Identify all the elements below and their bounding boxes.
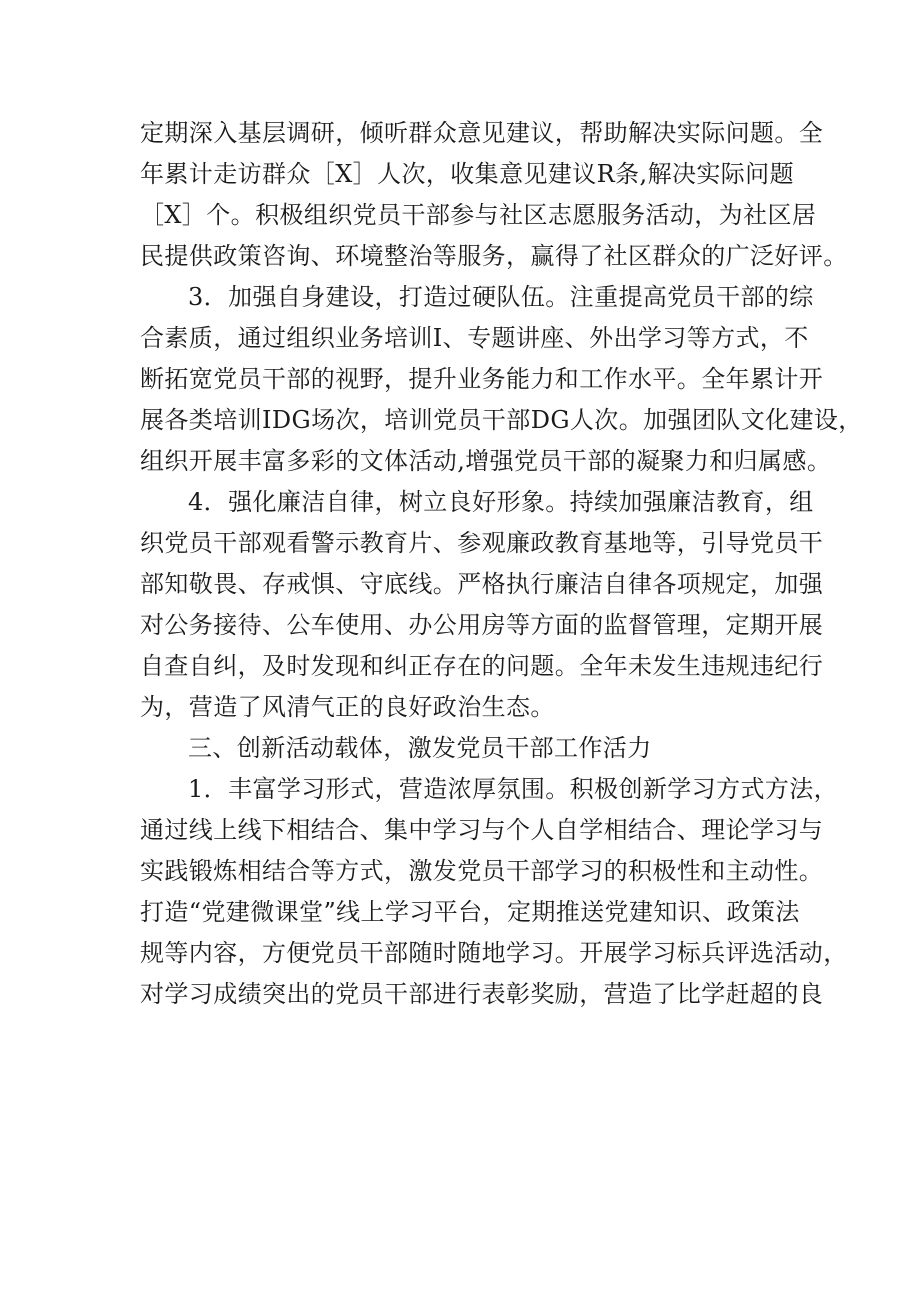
section-item-heading-line: 4．强化廉洁自律，树立良好形象。持续加强廉洁教育，组 [188, 488, 814, 516]
text-line: 为，营造了风清气正的良好政治生态。 [140, 693, 555, 721]
text-line: 打造“党建微课堂”线上学习平台，定期推送党建知识、政策法 [140, 898, 800, 926]
text-line: 规等内容，方便党员干部随时随地学习。开展学习标兵评选活动， [140, 939, 848, 967]
text-line: 对公务接待、公车使用、办公用房等方面的监督管理，定期开展 [140, 611, 824, 639]
text-line: 组织开展丰富多彩的文体活动,增强党员干部的凝聚力和归属感。 [140, 447, 832, 475]
text-line: 自查自纠，及时发现和纠正存在的问题。全年未发生违规违纪行 [140, 652, 824, 680]
text-line: 对学习成绩突出的党员干部进行表彰奖励，营造了比学赶超的良 [140, 980, 824, 1008]
text-line: 合素质，通过组织业务培训I、专题讲座、外出学习等方式，不 [140, 324, 809, 352]
text-line: 展各类培训IDG场次，培训党员干部DG人次。加强团队文化建设， [140, 406, 863, 434]
text-line: 民提供政策咨询、环境整治等服务，赢得了社区群众的广泛好评。 [140, 242, 848, 270]
document-body-text [140, 113, 863, 1015]
section-item-heading-line: 1．丰富学习形式，营造浓厚氛围。积极创新学习方式方法， [188, 775, 839, 803]
text-line: 年累计走访群众［X］人次，收集意见建议R条,解决实际问题 [140, 160, 794, 188]
section-item-heading-line: 3．加强自身建设，打造过硬队伍。注重提高党员干部的综 [188, 283, 814, 311]
text-line: 定期深入基层调研，倾听群众意见建议，帮助解决实际问题。全 [140, 119, 824, 147]
text-line: ［X］个。积极组织党员干部参与社区志愿服务活动，为社区居 [140, 201, 817, 229]
text-line: 通过线上线下相结合、集中学习与个人自学相结合、理论学习与 [140, 816, 824, 844]
text-line: 断拓宽党员干部的视野，提升业务能力和工作水平。全年累计开 [140, 365, 824, 393]
text-line: 部知敬畏、存戒惧、守底线。严格执行廉洁自律各项规定，加强 [140, 570, 824, 598]
section-heading: 三、创新活动载体，激发党员干部工作活力 [188, 734, 652, 762]
text-line: 实践锻炼相结合等方式，激发党员干部学习的积极性和主动性。 [140, 857, 824, 885]
text-line: 织党员干部观看警示教育片、参观廉政教育基地等，引导党员干 [140, 529, 824, 557]
